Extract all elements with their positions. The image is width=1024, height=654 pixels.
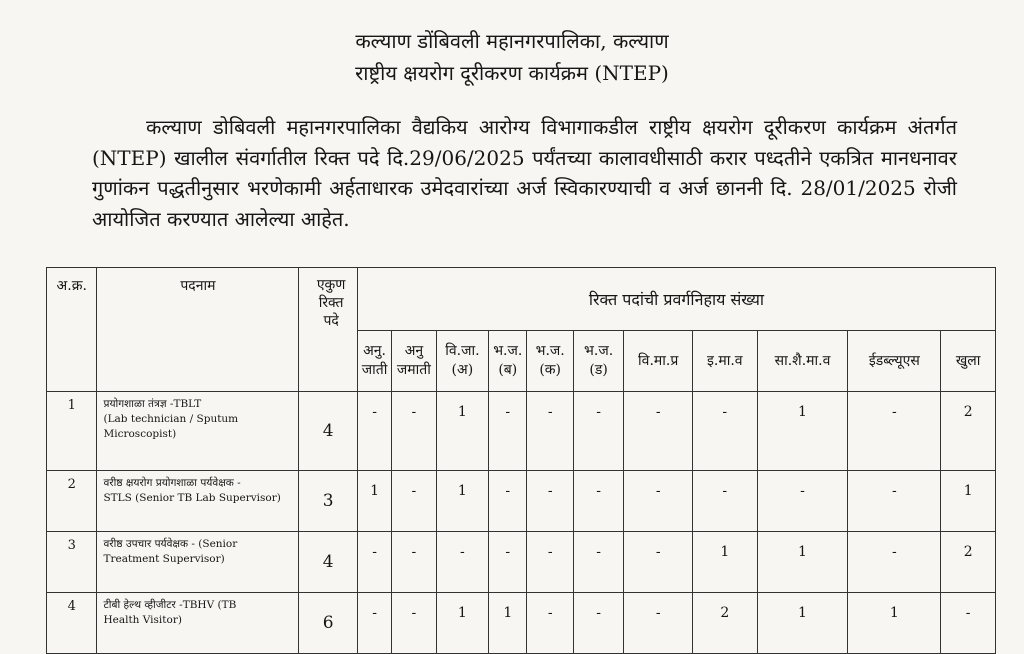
row-category-value: - <box>848 471 941 532</box>
header-row-1 <box>47 268 996 331</box>
row-category-value: - <box>489 471 527 532</box>
header-category-group: रिक्त पदांची प्रवर्गनिहाय संख्या <box>357 268 995 331</box>
header-category <box>624 331 693 392</box>
header-category-line1: वि.मा.प्र <box>638 352 679 369</box>
row-category-value: - <box>436 532 488 593</box>
row-category-value: - <box>624 532 693 593</box>
header-category-line1: अनु. <box>363 343 387 359</box>
row-category-value: 1 <box>489 593 527 654</box>
row-category-value: - <box>392 471 436 532</box>
header-category-line1: भ.ज. <box>493 343 523 359</box>
vacancy-table-body <box>47 392 996 654</box>
row-post <box>97 471 299 532</box>
row-category-value: - <box>573 471 623 532</box>
row-category-value: 1 <box>436 392 488 471</box>
header-category-line2: जाती <box>361 362 388 378</box>
header-category-line2: (अ) <box>451 362 474 378</box>
row-category-value: - <box>527 471 573 532</box>
row-category-value: 1 <box>757 593 848 654</box>
header-category-line1: खुला <box>955 352 981 369</box>
row-category-value: 2 <box>941 392 996 471</box>
row-category-value: - <box>392 392 436 471</box>
row-total: 4 <box>299 532 358 593</box>
header-category-line2: जमाती <box>396 362 431 378</box>
row-sr: 2 <box>47 471 97 532</box>
table-row <box>47 532 996 593</box>
row-post-line: STLS (Senior TB Lab Supervisor) <box>103 492 281 504</box>
row-category-value: - <box>357 532 391 593</box>
header-total <box>299 268 358 392</box>
row-category-value: - <box>573 392 623 471</box>
header-category-line1: भ.ज. <box>535 343 565 359</box>
vacancy-table <box>46 267 996 654</box>
row-category-value: - <box>693 392 758 471</box>
row-category-value: - <box>573 532 623 593</box>
header-category <box>527 331 573 392</box>
row-post-line: Health Visitor) <box>103 614 182 626</box>
header-category <box>757 331 848 392</box>
header-category-line1: अनु <box>404 343 424 359</box>
row-category-value: 2 <box>941 532 996 593</box>
header-category <box>392 331 436 392</box>
program-title: राष्ट्रीय क्षयरोग दूरीकरण कार्यक्रम (NTEP) <box>355 61 669 85</box>
header-sr: अ.क्र. <box>47 268 97 392</box>
row-category-value: 1 <box>436 593 488 654</box>
header-category <box>941 331 996 392</box>
row-category-value: - <box>941 593 996 654</box>
row-category-value: - <box>624 392 693 471</box>
row-category-value: - <box>757 471 848 532</box>
row-post-line: टीबी हेल्थ व्हीजीटर -TBHV (TB <box>103 599 237 611</box>
row-category-value: 1 <box>436 471 488 532</box>
row-post-line: प्रयोगशाळा तंत्रज्ञ -TBLT <box>103 398 202 410</box>
row-total: 6 <box>299 593 358 654</box>
org-title: कल्याण डोंबिवली महानगरपालिका, कल्याण <box>355 29 669 53</box>
header-category-line1: ईडब्ल्यूएस <box>868 352 920 369</box>
row-category-value: - <box>489 392 527 471</box>
row-category-value: - <box>527 593 573 654</box>
row-sr: 1 <box>47 392 97 471</box>
row-post-line: Treatment Supervisor) <box>103 553 225 565</box>
header-total-line3: पदे <box>323 313 339 329</box>
row-category-value: - <box>357 392 391 471</box>
header-post: पदनाम <box>97 268 299 392</box>
table-row <box>47 392 996 471</box>
row-category-value: 1 <box>357 471 391 532</box>
header-category <box>693 331 758 392</box>
header-category-line2: (ब) <box>498 362 518 378</box>
row-category-value: 1 <box>757 532 848 593</box>
row-sr: 3 <box>47 532 97 593</box>
row-post-line: वरीष्ठ क्षयरोग प्रयोगशाळा पर्यवेक्षक - <box>103 477 241 489</box>
row-category-value: - <box>489 532 527 593</box>
row-category-value: - <box>573 593 623 654</box>
header-category-line1: सा.शै.मा.व <box>774 352 831 369</box>
header-category-line2: (ड) <box>589 362 608 378</box>
notice-paragraph-text: कल्याण डोबिवली महानगरपालिका वैद्यकिय आरोग्य विभागाकडील राष्ट्रीय क्षयरोग दूरीकरण कार्यक्रम अंतर्गत (NTEP) खालील संवर्गातील रिक्त पदे दि.29/06/2025 पर्यंतच्या कालावधीसाठी करार पध्दतीने एकत्रित मानधनावर गुणांकन पद्धतीनुसार भरणेकामी अर्हताधारक उमेदवारांच्या अर्ज स्विकारण्याची व अर्ज छाननी दि. 28/01/2025 रोजी आयोजित करण्यात आलेल्या आहेत. <box>92 115 957 231</box>
header-category <box>573 331 623 392</box>
row-post-line: Microscopist) <box>103 428 177 440</box>
notice-paragraph <box>92 112 957 234</box>
row-category-value: - <box>357 593 391 654</box>
row-category-value: 2 <box>693 593 758 654</box>
table-row <box>47 471 996 532</box>
header-category-line1: वि.जा. <box>445 343 480 359</box>
row-category-value: - <box>624 593 693 654</box>
header-category <box>436 331 488 392</box>
row-category-value: 1 <box>757 392 848 471</box>
header-category <box>489 331 527 392</box>
row-category-value: - <box>624 471 693 532</box>
row-post-line: (Lab technician / Sputum <box>103 413 239 425</box>
header-total-line2: रिक्त <box>318 295 344 311</box>
header-category-line1: इ.मा.व <box>707 352 743 369</box>
header-category <box>848 331 941 392</box>
header-category-line2: (क) <box>539 362 562 378</box>
row-category-value: - <box>392 532 436 593</box>
header-total-line1: एकुण <box>316 277 346 293</box>
row-category-value: 1 <box>693 532 758 593</box>
row-category-value: - <box>527 392 573 471</box>
row-post <box>97 593 299 654</box>
header-category <box>357 331 391 392</box>
row-total: 3 <box>299 471 358 532</box>
header-category-line1: भ.ज. <box>584 343 614 359</box>
table-row <box>47 593 996 654</box>
row-category-value: - <box>848 532 941 593</box>
row-category-value: - <box>392 593 436 654</box>
row-total: 4 <box>299 392 358 471</box>
row-sr: 4 <box>47 593 97 654</box>
row-post <box>97 392 299 471</box>
row-post-line: वरीष्ठ उपचार पर्यवेक्षक - (Senior <box>103 538 238 550</box>
row-category-value: 1 <box>848 593 941 654</box>
row-category-value: - <box>848 392 941 471</box>
row-category-value: - <box>693 471 758 532</box>
row-category-value: - <box>527 532 573 593</box>
row-category-value: 1 <box>941 471 996 532</box>
row-post <box>97 532 299 593</box>
